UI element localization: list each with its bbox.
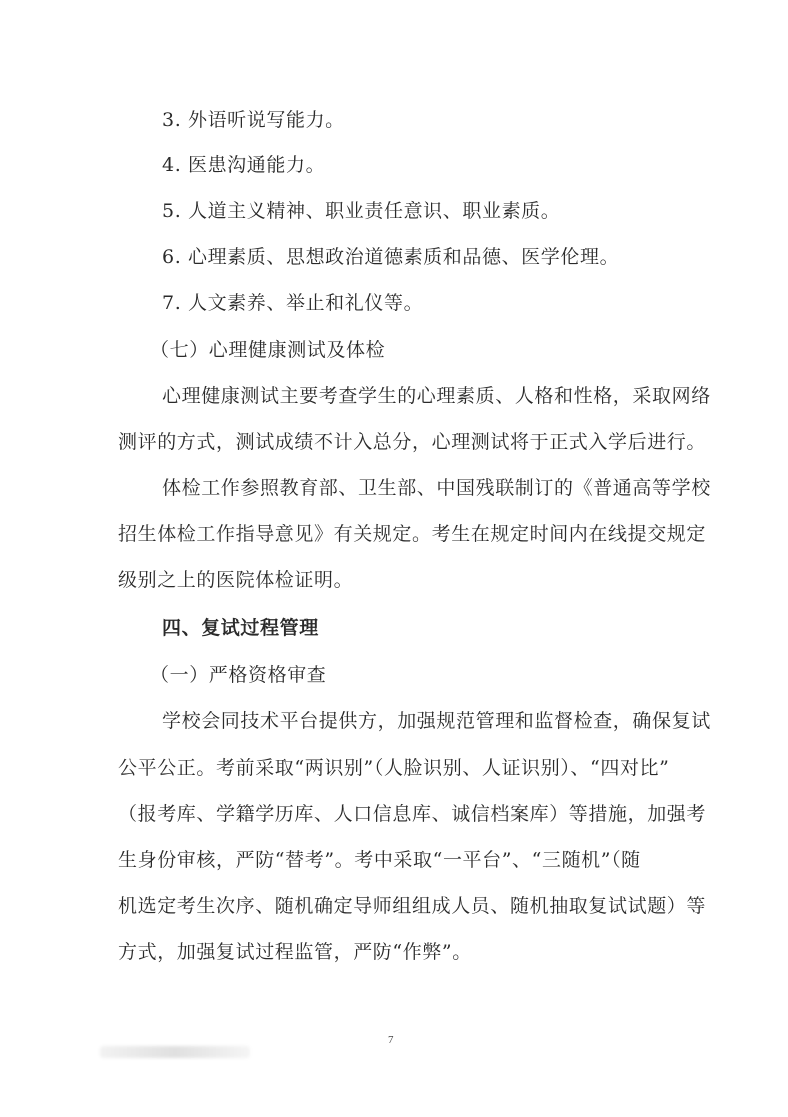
part-4-para-line-6: 方式，加强复试过程监管，严防“作弊”。 bbox=[118, 941, 472, 963]
page-number: 7 bbox=[388, 1034, 394, 1046]
part-4-para-line-2: 公平公正。考前采取“两识别”（人脸识别、人证识别）、“四对比” bbox=[118, 757, 670, 779]
section-7-para2-line-1: 体检工作参照教育部、卫生部、中国残联制订的《普通高等学校 bbox=[162, 477, 711, 499]
part-4-para-line-1: 学校会同技术平台提供方，加强规范管理和监督检查，确保复试 bbox=[162, 710, 711, 732]
section-7-para2-line-3: 级别之上的医院体检证明。 bbox=[118, 569, 354, 591]
list-item-3: 3. 外语听说写能力。 bbox=[162, 109, 345, 131]
list-item-7: 7. 人文素养、举止和礼仪等。 bbox=[162, 292, 424, 314]
part-4-heading: 四、复试过程管理 bbox=[162, 617, 319, 639]
scan-smudge bbox=[100, 1046, 250, 1058]
list-item-5: 5. 人道主义精神、职业责任意识、职业素质。 bbox=[162, 200, 561, 222]
list-item-6: 6. 心理素质、思想政治道德素质和品德、医学伦理。 bbox=[162, 246, 620, 268]
section-7-para1-line-2: 测评的方式，测试成绩不计入总分，心理测试将于正式入学后进行。 bbox=[118, 431, 707, 453]
section-7-heading: （七）心理健康测试及体检 bbox=[150, 339, 386, 361]
section-7-para1-line-1: 心理健康测试主要考查学生的心理素质、人格和性格，采取网络 bbox=[162, 385, 711, 407]
part-4-subheading: （一）严格资格审查 bbox=[150, 664, 327, 686]
part-4-para-line-5: 机选定考生次序、随机确定导师组组成人员、随机抽取复试试题）等 bbox=[118, 895, 707, 917]
part-4-para-line-3: （报考库、学籍学历库、人口信息库、诚信档案库）等措施，加强考 bbox=[118, 803, 707, 825]
list-item-4: 4. 医患沟通能力。 bbox=[162, 154, 326, 176]
part-4-para-line-4: 生身份审核，严防“替考”。考中采取“一平台”、“三随机”（随 bbox=[118, 849, 641, 871]
section-7-para2-line-2: 招生体检工作指导意见》有关规定。考生在规定时间内在线提交规定 bbox=[118, 523, 707, 545]
